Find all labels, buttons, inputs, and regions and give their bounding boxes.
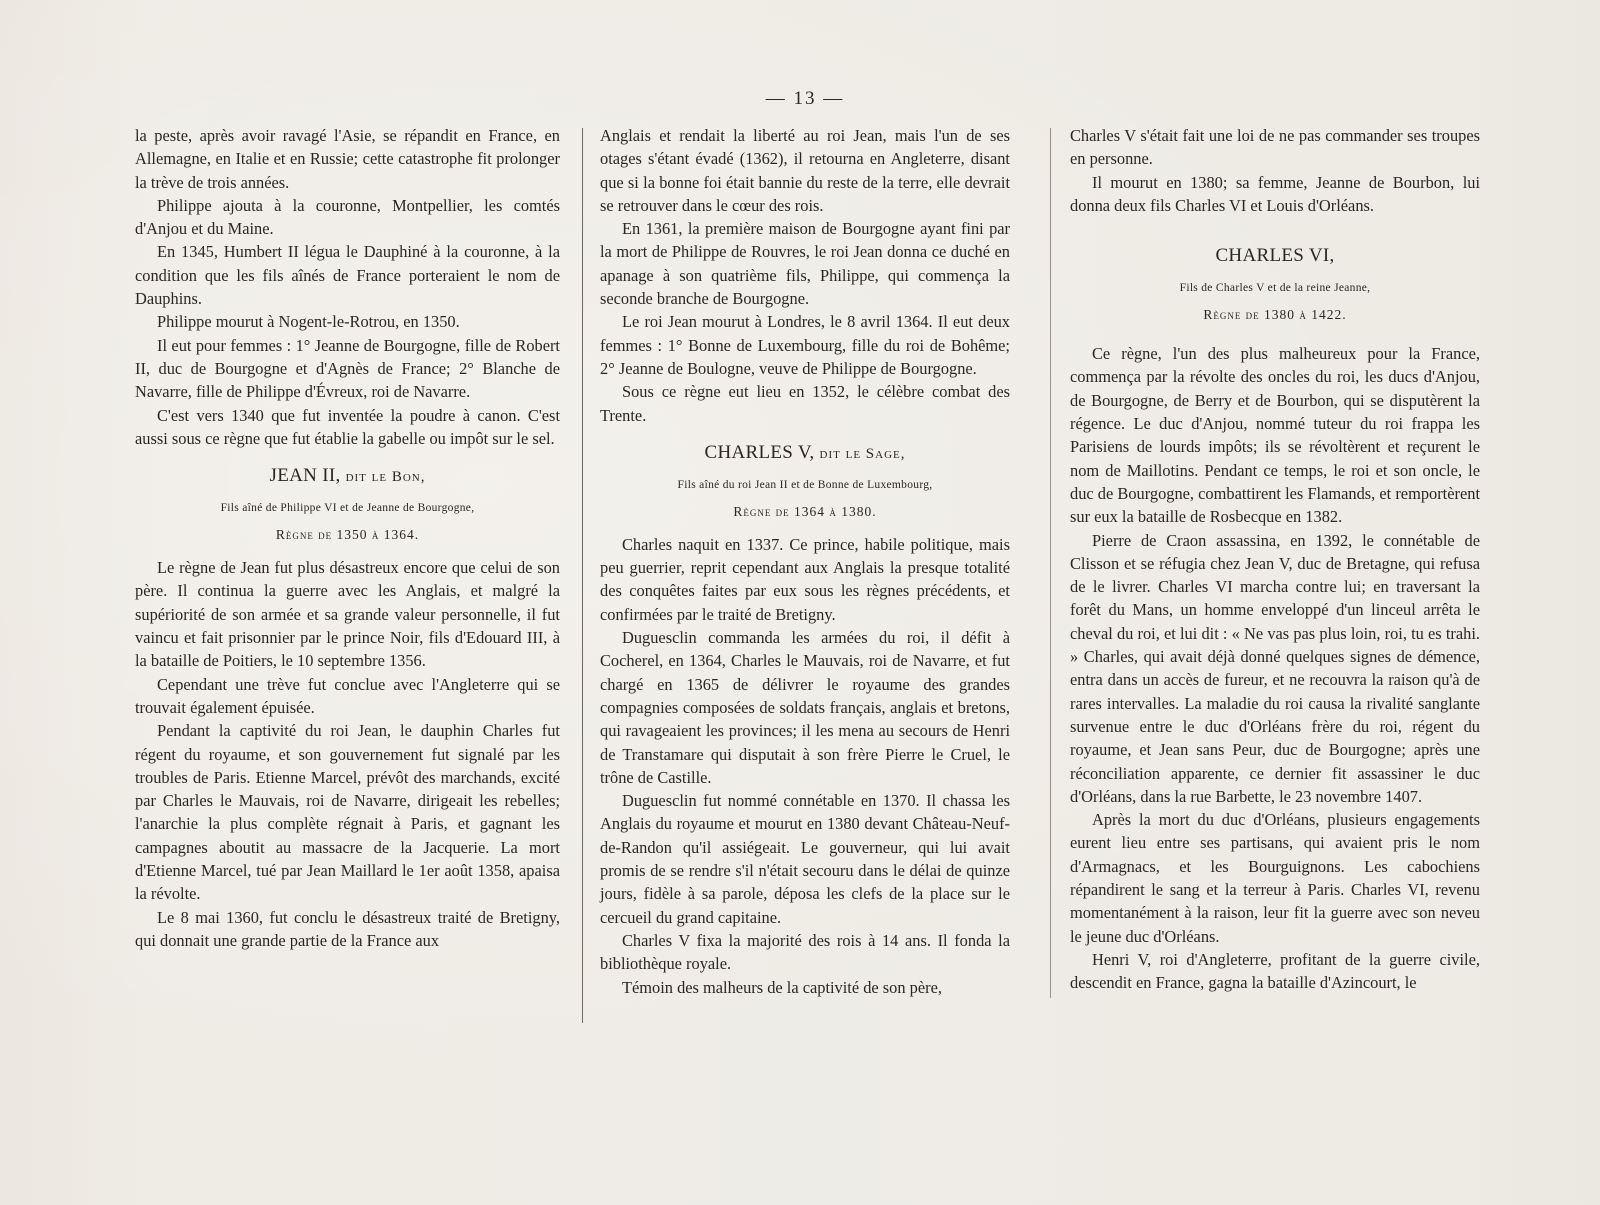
paragraph: Henri V, roi d'Angleterre, profitant de la guerre civile, descendit en France, gagna la bataille d'Azincourt, le [1070, 949, 1480, 993]
reign-dates: Règne de 1364 à 1380. [733, 503, 877, 519]
paragraph: Charles V fixa la majorité des rois à 14 ans. Il fonda la bibliothèque royale. [600, 930, 1010, 974]
column-middle [600, 124, 1010, 999]
paragraph: Ce règne, l'un des plus malheureux pour la France, commença par la révolte des oncles du roi, les ducs d'Anjou, de Bourgogne, de Berry et de Bourbon, qui se disputèrent la régence. Le duc d'Anjou, nommé tuteur du roi frappa les Parisiens de lourds impôts; ils se révoltèrent et reçurent le nom de Maillotins. Pendant ce temps, le roi et son oncle, le duc de Bourgogne, combattirent les Flamands, et remportèrent sur eux la bataille de Rosbecque en 1382. [1070, 344, 1480, 527]
paragraph: Philippe ajouta à la couronne, Montpellier, les comtés d'Anjou et du Maine. [135, 195, 560, 239]
reign-parentage: Fils aîné de Philippe VI et de Jeanne de Bourgogne, [220, 502, 475, 515]
reign-title-main: CHARLES V, [704, 441, 815, 463]
column-right [1070, 124, 1480, 995]
paragraph: En 1361, la première maison de Bourgogne ayant fini par la mort de Philippe de Rouvres, le roi Jean donna ce duché en apanage à son quatrième fils, Philippe, qui commença la seconde branche de Bourgogne. [600, 219, 1010, 309]
paragraph: Charles naquit en 1337. Ce prince, habile politique, mais peu guerrier, reprit cependant aux Anglais la presque totalité des conquêtes faites par eux sous les règnes précédents, et confirmées par le traité de Bretigny. [600, 534, 1010, 624]
paragraph: Duguesclin commanda les armées du roi, il défit à Cocherel, en 1364, Charles le Mauvais, roi de Navarre, et fut chargé en 1365 de délivrer le royaume des grandes compagnies composées de soldats français, anglais et bretons, qui ravageaient les provinces; il les mena au secours de Henri de Transtamare qui disputait à son frère Pierre le Cruel, le trône de Castille. [600, 628, 1010, 787]
paragraph: la peste, après avoir ravagé l'Asie, se répandit en France, en Allemagne, en Italie et en Russie; cette catastrophe fit prolonger la trève de trois années. [135, 126, 560, 192]
reign-title [135, 463, 560, 490]
reign-heading-jean-ii [135, 463, 560, 544]
paragraph: Témoin des malheurs de la captivité de son père, [622, 977, 942, 997]
column-divider-left [582, 128, 583, 1023]
paragraph: Il eut pour femmes : 1° Jeanne de Bourgogne, fille de Robert II, duc de Bourgogne et d'Agnès de France; 2° Blanche de Navarre, fille de Philippe d'Évreux, roi de Navarre. [135, 335, 560, 402]
page-number: — 13 — [765, 88, 845, 109]
paragraph: Le règne de Jean fut plus désastreux encore que celui de son père. Il continua la guerre avec les Anglais, et malgré la supériorité de son armée et sa grande valeur personnelle, il fut vaincu et fait prisonnier par le prince Noir, fils d'Edouard III, à la bataille de Poitiers, le 10 septembre 1356. [135, 558, 560, 671]
paragraph: Charles V s'était fait une loi de ne pas commander ses troupes en personne. [1070, 126, 1480, 169]
reign-title-epithet: dit le Sage, [819, 445, 906, 462]
paragraph: Sous ce règne eut lieu en 1352, le célèbre combat des Trente. [600, 382, 1010, 425]
reign-title-main: JEAN II, [269, 465, 341, 487]
reign-title [600, 440, 1010, 467]
paragraph: En 1345, Humbert II légua le Dauphiné à la couronne, à la condition que les fils aînés de France porteraient le nom de Dauphins. [135, 242, 560, 309]
paragraph: Cependant une trève fut conclue avec l'Angleterre qui se trouvait également épuisée. [135, 674, 560, 717]
column-divider-right [1050, 128, 1051, 998]
reign-parentage: Fils aîné du roi Jean II et de Bonne de Luxembourg, [677, 478, 933, 491]
reign-dates: Règne de 1380 à 1422. [1203, 307, 1347, 323]
reign-heading-charles-vi [1070, 243, 1480, 324]
column-left [135, 124, 560, 952]
paragraph: C'est vers 1340 que fut inventée la poudre à canon. C'est aussi sous ce règne que fut établie la gabelle ou impôt sur le sel. [135, 405, 560, 448]
reign-title [1070, 243, 1480, 270]
paragraph: Anglais et rendait la liberté au roi Jean, mais l'un de ses otages s'étant évadé (1362), il retourna en Angleterre, disant que si la bonne foi était bannie du reste de la terre, elle devrait se retrouver dans le cœur des rois. [600, 126, 1010, 215]
paragraph: Pendant la captivité du roi Jean, le dauphin Charles fut régent du royaume, et son gouvernement fut signalé par les troubles de Paris. Etienne Marcel, prévôt des marchands, excité par Charles le Mauvais, roi de Navarre, dirigeait les rebelles; l'anarchie la plus complète régnait à Paris, et gagnant les campagnes aboutit au massacre de la Jacquerie. La mort d'Etienne Marcel, tué par Jean Maillard le 1er août 1358, apaisa la révolte. [135, 721, 560, 904]
reign-heading-charles-v [600, 440, 1010, 521]
paragraph: Le 8 mai 1360, fut conclu le désastreux traité de Bretigny, qui donnait une grande partie de la France aux [135, 907, 560, 950]
paragraph: Il mourut en 1380; sa femme, Jeanne de Bourbon, lui donna deux fils Charles VI et Louis d'Orléans. [1070, 172, 1480, 215]
reign-title-epithet: dit le Bon, [345, 469, 426, 486]
paragraph: Le roi Jean mourut à Londres, le 8 avril 1364. Il eut deux femmes : 1° Bonne de Luxembourg, fille du roi de Bohême; 2° Jeanne de Boulogne, veuve de Philippe de Bourgogne. [600, 312, 1010, 378]
paragraph: Duguesclin fut nommé connétable en 1370. Il chassa les Anglais du royaume et mourut en 1380 devant Château-Neuf-de-Randon qu'il assiégeait. Le gouverneur, qui lui avait promis de se rendre s'il n'était secouru dans le délai de quinze jours, fidèle à sa parole, déposa les clefs de la place sur le cercueil du grand capitaine. [600, 791, 1010, 927]
reign-dates: Règne de 1350 à 1364. [275, 527, 420, 543]
paragraph: Philippe mourut à Nogent-le-Rotrou, en 1350. [157, 312, 460, 332]
paragraph: Pierre de Craon assassina, en 1392, le connétable de Clisson et se réfugia chez Jean V, duc de Bretagne, qui refusa de le livrer. Charles VI marcha contre lui; en traversant la forêt du Mans, un homme enveloppé d'un linceul arrêta le cheval du roi, et lui dit : « Ne vas pas plus loin, roi, tu es trahi. » Charles, qui avait déjà donné quelques signes de démence, entra dans un accès de fureur, et ne recouvra la raison qu'à de rares intervalles. La maladie du roi causa la rivalité sanglante survenue entre le duc d'Orléans frère du roi, régent du royaume, et Jean sans Peur, duc de Bourgogne; après une réconciliation apparente, ce dernier fit assassiner le duc d'Orléans, dans la rue Barbette, le 23 novembre 1407. [1070, 530, 1480, 806]
paragraph: Après la mort du duc d'Orléans, plusieurs engagements eurent lieu entre ses partisans, qui avaient pris le nom d'Armagnacs, et les Bourguignons. Les cabochiens répandirent le sang et la terreur à Paris. Charles VI, revenu momentanément à la raison, leur fit la guerre avec son neveu le jeune duc d'Orléans. [1070, 810, 1480, 946]
reign-parentage: Fils de Charles V et de la reine Jeanne, [1179, 282, 1371, 295]
reign-title-main: CHARLES VI, [1215, 245, 1335, 267]
